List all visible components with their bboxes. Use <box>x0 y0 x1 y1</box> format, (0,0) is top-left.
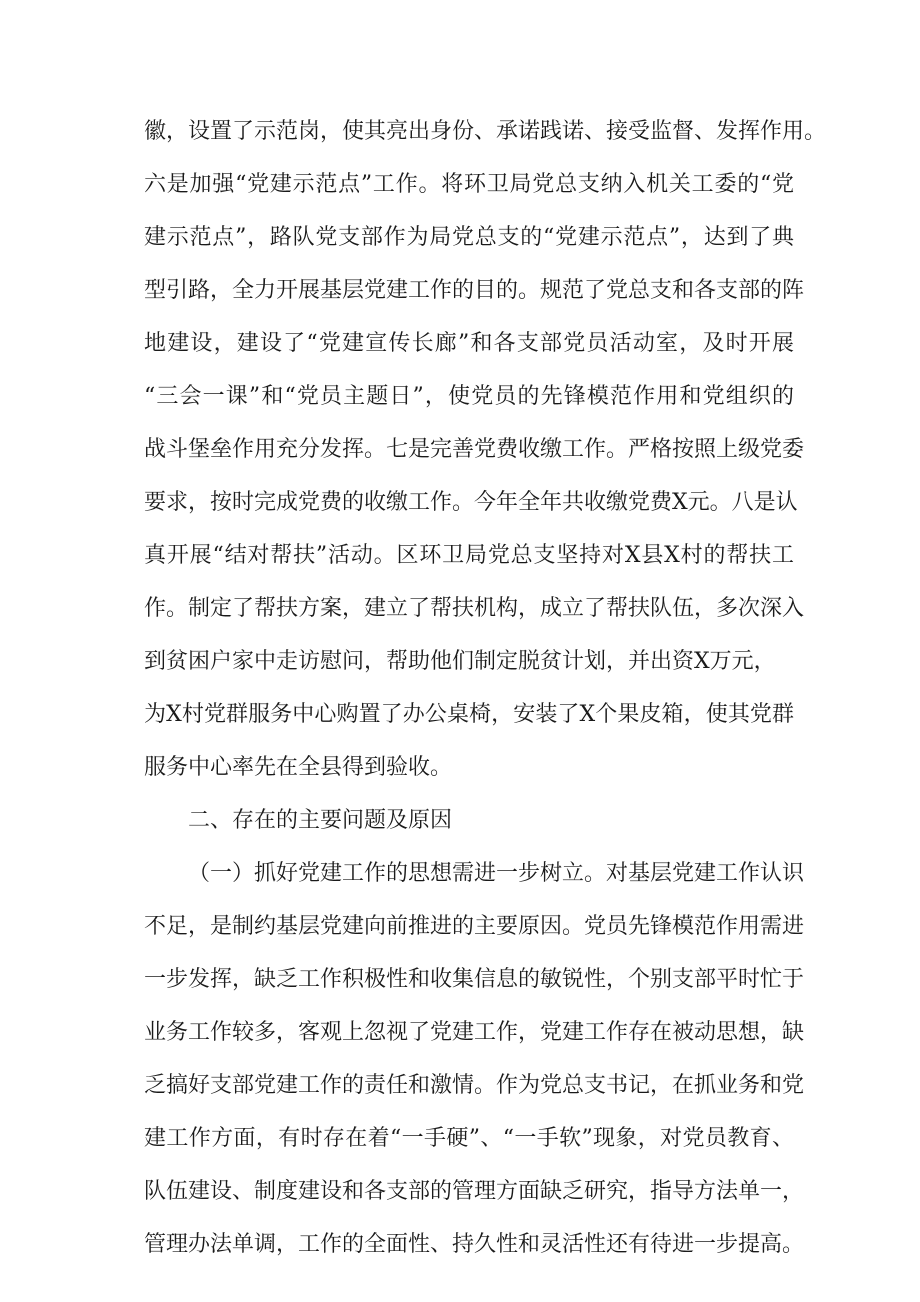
text-line: 不足，是制约基层党建向前推进的主要原因。党员先锋模范作用需进 <box>144 914 805 939</box>
text-line: 一步发挥，缺乏工作积极性和收集信息的敏锐性，个别支部平时忙于 <box>144 967 805 992</box>
text-line: 乏搞好支部党建工作的责任和激情。作为党总支书记，在抓业务和党 <box>144 1073 805 1098</box>
text-line: 队伍建设、制度建设和各支部的管理方面缺乏研究，指导方法单一， <box>144 1179 805 1204</box>
text-line: “三会一课”和“党员主题日”，使党员的先锋模范作用和党组织的 <box>144 384 794 409</box>
text-line: 服务中心率先在全县得到验收。 <box>144 755 453 780</box>
text-line: 六是加强“党建示范点”工作。将环卫局党总支纳入机关工委的“党 <box>144 172 794 197</box>
text-line: 地建设，建设了“党建宣传长廊”和各支部党员活动室，及时开展 <box>144 331 794 356</box>
text-line: 管理办法单调，工作的全面性、持久性和灵活性还有待进一步提高。 <box>144 1232 805 1257</box>
text-line: 真开展“结对帮扶”活动。区环卫局党总支坚持对X县X村的帮扶工 <box>144 543 794 568</box>
section-heading: 二、存在的主要问题及原因 <box>188 808 453 833</box>
text-line: 作。制定了帮扶方案，建立了帮扶机构，成立了帮扶队伍，多次深入 <box>144 596 805 621</box>
text-line: （一）抓好党建工作的思想需进一步树立。对基层党建工作认识 <box>188 861 805 886</box>
text-line: 到贫困户家中走访慰问，帮助他们制定脱贫计划，并出资X万元， <box>144 649 776 674</box>
text-line: 要求，按时完成党费的收缴工作。今年全年共收缴党费X元。八是认 <box>144 490 798 515</box>
text-line: 型引路，全力开展基层党建工作的目的。规范了党总支和各支部的阵 <box>144 278 805 303</box>
text-line: 为X村党群服务中心购置了办公桌椅，安装了X个果皮箱，使其党群 <box>144 702 794 727</box>
text-line: 建工作方面，有时存在着“一手硬”、“一手软”现象，对党员教育、 <box>144 1126 794 1151</box>
text-line: 建示范点”，路队党支部作为局党总支的“党建示范点”，达到了典 <box>144 225 794 250</box>
text-line: 徽，设置了示范岗，使其亮出身份、承诺践诺、接受监督、发挥作用。 <box>144 119 827 144</box>
text-line: 业务工作较多，客观上忽视了党建工作，党建工作存在被动思想，缺 <box>144 1020 805 1045</box>
text-line: 战斗堡垒作用充分发挥。七是完善党费收缴工作。严格按照上级党委 <box>144 437 805 462</box>
